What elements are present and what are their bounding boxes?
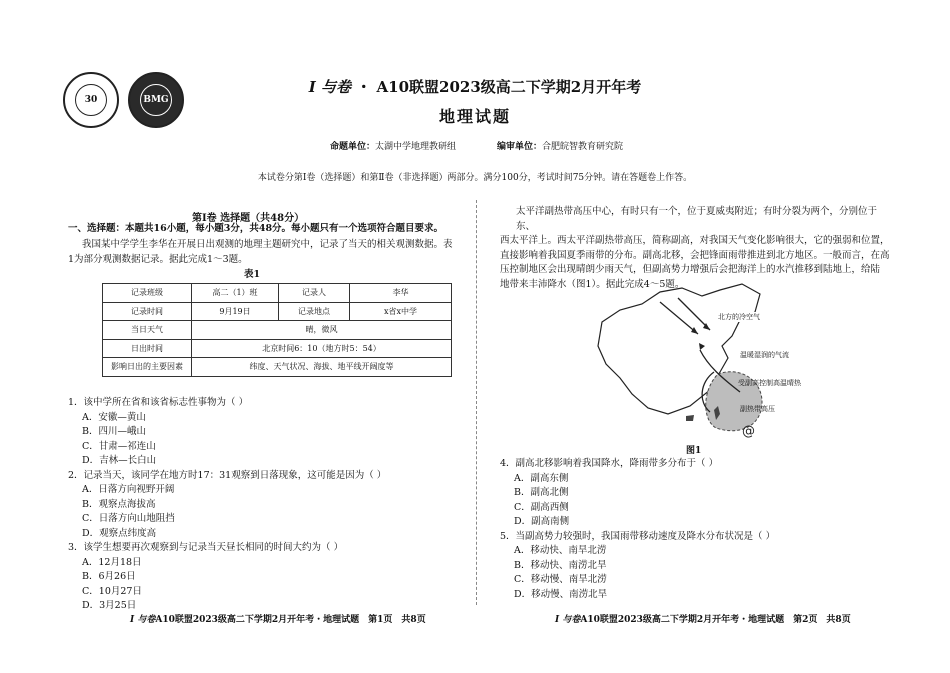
brand-mark: I 与卷 <box>308 78 352 96</box>
table-row: 当日天气 晴，微风 <box>103 321 452 340</box>
page-divider <box>476 200 477 605</box>
option-c[interactable]: C．日落方向山地阻挡 <box>82 513 175 524</box>
table-row: 记录班级 高二（1）班 记录人 李华 <box>103 284 452 303</box>
option-c[interactable]: C．甘肃—祁连山 <box>82 440 156 452</box>
island-hainan <box>686 415 694 421</box>
exam-instructions: 本试卷分第Ⅰ卷（选择题）和第Ⅱ卷（非选择题）两部分。满分100分，考试时间75分钟。请在答题卷上作答。 <box>257 173 693 183</box>
observation-record-table <box>102 283 452 377</box>
question-3 <box>68 541 468 614</box>
question-stem: 1．该中学所在省和该省标志性事物为（ ） <box>68 397 249 408</box>
footer-left <box>130 612 426 625</box>
questions-right <box>500 457 895 602</box>
option-d[interactable]: D．移动慢、南涝北旱 <box>514 588 608 600</box>
right-intro-passage: 太平洋副热带高压中心，有时只有一个，位于夏威夷附近；有时分裂为两个，分别位于东、 西太平洋上。西太平洋副热带高压，简称副高，对我国天气变化影响很大，它的强弱和位置， 直接影响着我国夏季雨带的分布。副高北移，会把锋面雨带推进到北方地区。一般而言，在高 压控制地区会出现晴朗少雨天气，但副高势力增强后会把海洋上的水汽推移到陆地上，给陆 地带来丰沛降水（图1）。据此完成4～5题。 <box>500 206 890 290</box>
section-instructions: 一、选择题：本题共16小题，每小题3分，共48分。每小题只有一个选项符合题目要求。 <box>68 223 444 234</box>
question-5 <box>500 530 895 603</box>
question-stem: 4．副高北移影响着我国降水，降雨带多分布于（ ） <box>500 458 719 469</box>
option-a[interactable]: A．日落方向视野开阔 <box>82 484 175 495</box>
option-b[interactable]: B．四川—峨山 <box>82 426 146 437</box>
option-c[interactable]: C．移动慢、南旱北涝 <box>514 574 607 585</box>
label-cold-air: 北方的冷空气 <box>718 313 760 321</box>
label-control-area: 受副高控制高温晴热 <box>738 379 801 387</box>
option-a[interactable]: A．副高东侧 <box>514 472 569 484</box>
footer-right <box>555 612 851 625</box>
option-d[interactable]: D．副高南侧 <box>514 516 570 527</box>
option-d[interactable]: D．3月25日 <box>82 600 137 611</box>
subtropical-high-map <box>590 280 790 440</box>
questions-left <box>68 396 468 614</box>
question-1 <box>68 396 468 469</box>
option-b[interactable]: B．6月26日 <box>82 571 136 582</box>
proposer: 太湖中学地理教研组 <box>375 142 457 152</box>
option-d[interactable]: D．观察点纬度高 <box>82 527 157 539</box>
table-caption: 表1 <box>244 269 261 280</box>
footer-brand: I 与卷 <box>555 615 581 625</box>
option-c[interactable]: C．副高西侧 <box>514 501 569 513</box>
part1-heading: 第Ⅰ卷 选择题（共48分） <box>192 213 305 224</box>
exam-title-line: I 与卷 ・ A10联盟2023级高二下学期2月开年考 <box>308 78 642 96</box>
option-c[interactable]: C．10月27日 <box>82 585 142 597</box>
footer-text: A10联盟2023级高二下学期2月开年考・地理试题 第1页 共8页 <box>155 615 426 625</box>
question-4 <box>500 457 895 530</box>
label-warm-air: 温暖湿润的气流 <box>740 351 789 359</box>
option-b[interactable]: B．移动快、南涝北旱 <box>514 559 607 571</box>
seal-number: 30 <box>75 84 107 116</box>
reviewer: 合肥皖智教育研究院 <box>542 142 624 152</box>
question-stem: 2．记录当天，该同学在地方时17：31观察到日落现象，这可能是因为（ ） <box>68 469 387 481</box>
option-a[interactable]: A．移动快、南旱北涝 <box>514 545 607 556</box>
intro-line-1: 我国某中学学生李华在开展日出观测的地理主题研究中，记录了当天的相关观测数据。表 <box>82 239 453 250</box>
subject-title: 地理试题 <box>438 107 511 126</box>
option-a[interactable]: A．12月18日 <box>82 556 142 568</box>
typhoon-icon: @ <box>742 424 755 439</box>
question-2 <box>68 469 468 542</box>
figure-caption: 图1 <box>686 446 702 456</box>
reviewer-label: 编审单位： <box>497 142 543 152</box>
proposer-label: 命题单位： <box>330 142 376 152</box>
question-stem: 3．该学生想要再次观察到与记录当天昼长相同的时间大约为（ ） <box>68 542 344 553</box>
cold-air-arrow-1 <box>660 302 698 334</box>
exam-title: A10联盟2023级高二下学期2月开年考 <box>376 78 642 96</box>
table-row: 影响日出的主要因素 纬度、天气状况、海拔、地平线开阔度等 <box>103 358 452 377</box>
option-d[interactable]: D．吉林—长白山 <box>82 455 157 466</box>
table-row: 记录时间 9月19日 记录地点 x省x中学 <box>103 302 452 321</box>
option-a[interactable]: A．安徽—黄山 <box>82 411 146 423</box>
reviewer-line <box>497 139 623 152</box>
option-b[interactable]: B．观察点海拔高 <box>82 498 156 510</box>
option-b[interactable]: B．副高北侧 <box>514 487 569 498</box>
table-row: 日出时间 北京时间6：10（地方时5：54） <box>103 339 452 358</box>
question-stem: 5．当副高势力较强时，我国雨带移动速度及降水分布状况是（ ） <box>500 530 776 542</box>
footer-brand: I 与卷 <box>130 615 156 625</box>
label-subtropical-high: 副热带高压 <box>740 405 775 413</box>
seal-emblem: BMG <box>140 84 172 116</box>
intro-line-2: 1为部分观测数据记录。据此完成1～3题。 <box>68 254 248 265</box>
footer-text: A10联盟2023级高二下学期2月开年考・地理试题 第2页 共8页 <box>580 615 851 625</box>
proposer-line <box>330 139 456 152</box>
